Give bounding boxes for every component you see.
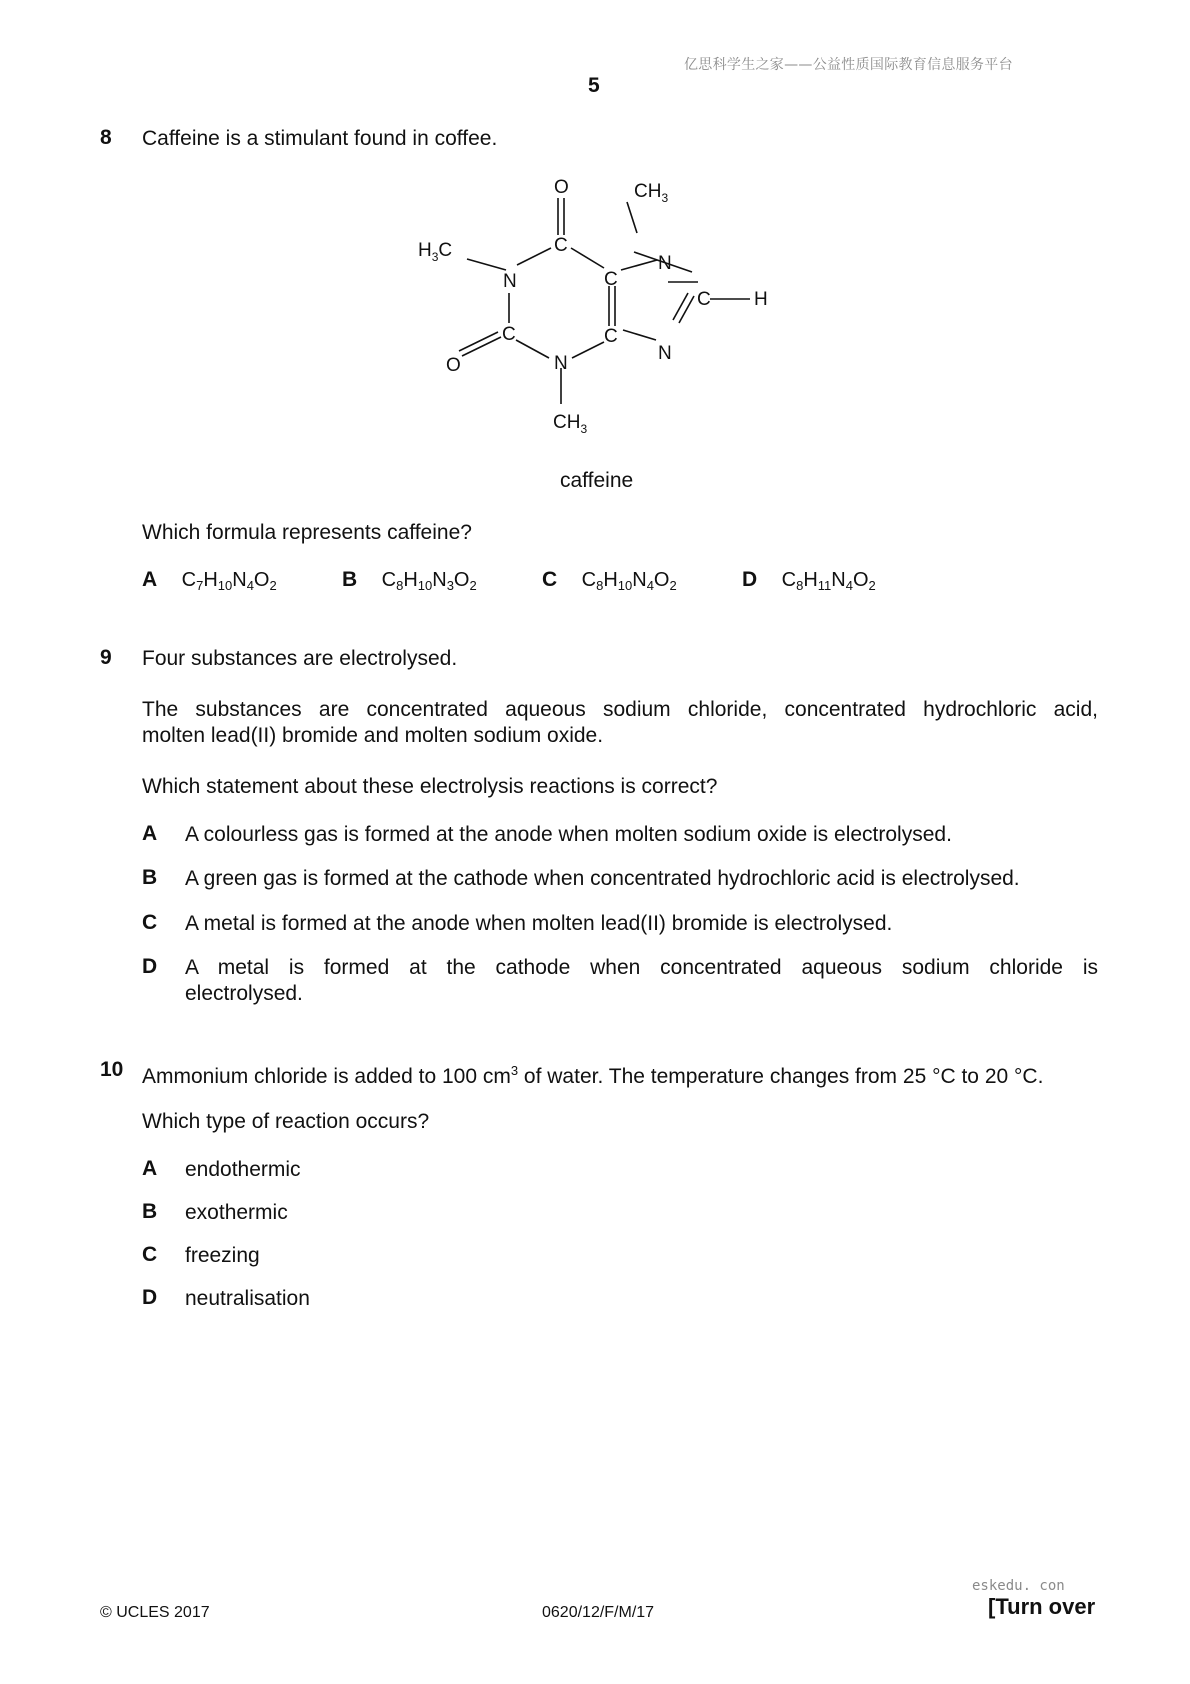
element-count: 7 bbox=[196, 578, 204, 593]
option-text: endothermic bbox=[185, 1158, 301, 1181]
caffeine-structure-svg bbox=[420, 172, 800, 442]
bond-lines bbox=[459, 198, 698, 404]
atom-h: H bbox=[754, 289, 768, 310]
question-prompt: Which statement about these electrolysis reactions is correct? bbox=[142, 775, 718, 798]
option-letter: B bbox=[342, 568, 358, 591]
question-prompt: Which formula represents caffeine? bbox=[142, 521, 472, 544]
question-paragraph-line: The substances are concentrated aqueous sodium chloride, concentrated hydrochloric acid, bbox=[142, 698, 1098, 721]
formula bbox=[182, 569, 277, 591]
option-text: A green gas is formed at the cathode when concentrated hydrochloric acid is electrolysed. bbox=[185, 867, 1020, 890]
question-stem: Caffeine is a stimulant found in coffee. bbox=[142, 127, 498, 150]
atom-c-right-bottom: C bbox=[604, 326, 618, 347]
superscript: 3 bbox=[510, 1063, 519, 1078]
page-number: 5 bbox=[588, 74, 600, 97]
element-symbol: H bbox=[403, 569, 418, 591]
stem-text: of water. The temperature changes from 25 °C to 20 °C. bbox=[518, 1065, 1044, 1088]
methyl-left: $H_3C$ bbox=[418, 240, 453, 264]
element-count: 10 bbox=[217, 578, 233, 593]
caffeine-structure-diagram bbox=[420, 172, 800, 442]
atom-n-bottom: N bbox=[554, 353, 568, 374]
option-text: freezing bbox=[185, 1244, 260, 1267]
element-symbol: O bbox=[852, 569, 869, 591]
option-letter: D bbox=[742, 568, 758, 591]
question-number: 9 bbox=[100, 646, 112, 669]
option-letter: C bbox=[142, 1243, 158, 1266]
diagram-caption: caffeine bbox=[560, 469, 634, 492]
atom-n-imidazole-top: N bbox=[658, 253, 672, 274]
atom-n-left: N bbox=[503, 271, 517, 292]
element-symbol: N bbox=[432, 569, 447, 591]
element-symbol: N bbox=[232, 569, 247, 591]
element-symbol: C bbox=[781, 569, 797, 591]
element-symbol: O bbox=[653, 569, 670, 591]
element-symbol: H bbox=[603, 569, 618, 591]
element-count: 3 bbox=[446, 578, 454, 593]
element-count: 4 bbox=[646, 578, 654, 593]
option-text: A metal is formed at the cathode when concentrated aqueous sodium chloride is bbox=[185, 956, 1098, 979]
element-symbol: N bbox=[632, 569, 647, 591]
option-letter: B bbox=[142, 866, 158, 889]
formula bbox=[782, 569, 876, 591]
element-count: 2 bbox=[669, 578, 677, 593]
element-count: 10 bbox=[417, 578, 433, 593]
turn-over-label: [Turn over bbox=[988, 1594, 1096, 1619]
atom-c-right-top: C bbox=[604, 269, 618, 290]
element-symbol: H bbox=[203, 569, 218, 591]
option-letter: C bbox=[142, 911, 158, 934]
header-watermark: 亿思科学生之家——公益性质国际教育信息服务平台 bbox=[684, 57, 1013, 73]
option-text: A colourless gas is formed at the anode when molten sodium oxide is electrolysed. bbox=[185, 823, 952, 846]
question-stem bbox=[142, 1058, 1043, 1090]
option-c[interactable] bbox=[542, 568, 677, 592]
element-count: 10 bbox=[617, 578, 633, 593]
option-text: exothermic bbox=[185, 1201, 288, 1224]
option-letter: B bbox=[142, 1200, 158, 1223]
option-letter: A bbox=[142, 1157, 158, 1180]
option-letter: A bbox=[142, 822, 158, 845]
element-symbol: N bbox=[831, 569, 846, 591]
element-count: 8 bbox=[596, 578, 604, 593]
atom-labels bbox=[418, 177, 768, 436]
option-letter: A bbox=[142, 568, 158, 591]
option-letter: C bbox=[542, 568, 558, 591]
question-paragraph-line: molten lead(II) bromide and molten sodium oxide. bbox=[142, 724, 604, 747]
question-number: 8 bbox=[100, 126, 112, 149]
option-b[interactable] bbox=[342, 568, 477, 592]
element-symbol: C bbox=[381, 569, 397, 591]
element-symbol: O bbox=[453, 569, 470, 591]
atom-c-imidazole: C bbox=[697, 289, 711, 310]
methyl-top: $CH_3$ bbox=[634, 181, 669, 205]
formula bbox=[382, 569, 477, 591]
element-count: 11 bbox=[817, 578, 832, 593]
question-prompt: Which type of reaction occurs? bbox=[142, 1110, 430, 1133]
option-d[interactable] bbox=[742, 568, 876, 592]
question-stem: Four substances are electrolysed. bbox=[142, 647, 458, 670]
element-count: 2 bbox=[469, 578, 477, 593]
atom-c-top: C bbox=[554, 235, 568, 256]
option-text-continuation: electrolysed. bbox=[185, 982, 303, 1005]
element-count: 8 bbox=[396, 578, 404, 593]
element-symbol: O bbox=[253, 569, 270, 591]
element-count: 2 bbox=[269, 578, 277, 593]
footer-copyright: © UCLES 2017 bbox=[100, 1604, 210, 1621]
atom-n-imidazole-bottom: N bbox=[658, 343, 672, 364]
option-letter: D bbox=[142, 1286, 158, 1309]
option-text: neutralisation bbox=[185, 1287, 310, 1310]
element-count: 4 bbox=[246, 578, 254, 593]
element-count: 2 bbox=[868, 578, 876, 593]
stem-text: Ammonium chloride is added to 100 cm bbox=[142, 1065, 511, 1088]
footer-paper-code: 0620/12/F/M/17 bbox=[542, 1604, 655, 1621]
methyl-bottom: $CH_3$ bbox=[553, 412, 588, 436]
option-letter: D bbox=[142, 955, 158, 978]
option-a[interactable] bbox=[142, 568, 277, 592]
site-watermark: eskedu. con bbox=[972, 1578, 1065, 1594]
element-symbol: C bbox=[581, 569, 597, 591]
atom-o-left: O bbox=[446, 355, 461, 376]
element-count: 4 bbox=[845, 578, 853, 593]
atom-c-bottom-left: C bbox=[502, 324, 516, 345]
question-number: 10 bbox=[100, 1058, 124, 1081]
element-symbol: H bbox=[803, 569, 818, 591]
element-count: 8 bbox=[796, 578, 804, 593]
element-symbol: C bbox=[181, 569, 197, 591]
formula bbox=[582, 569, 677, 591]
option-text: A metal is formed at the anode when molten lead(II) bromide is electrolysed. bbox=[185, 912, 893, 935]
atom-o-top: O bbox=[554, 177, 569, 198]
